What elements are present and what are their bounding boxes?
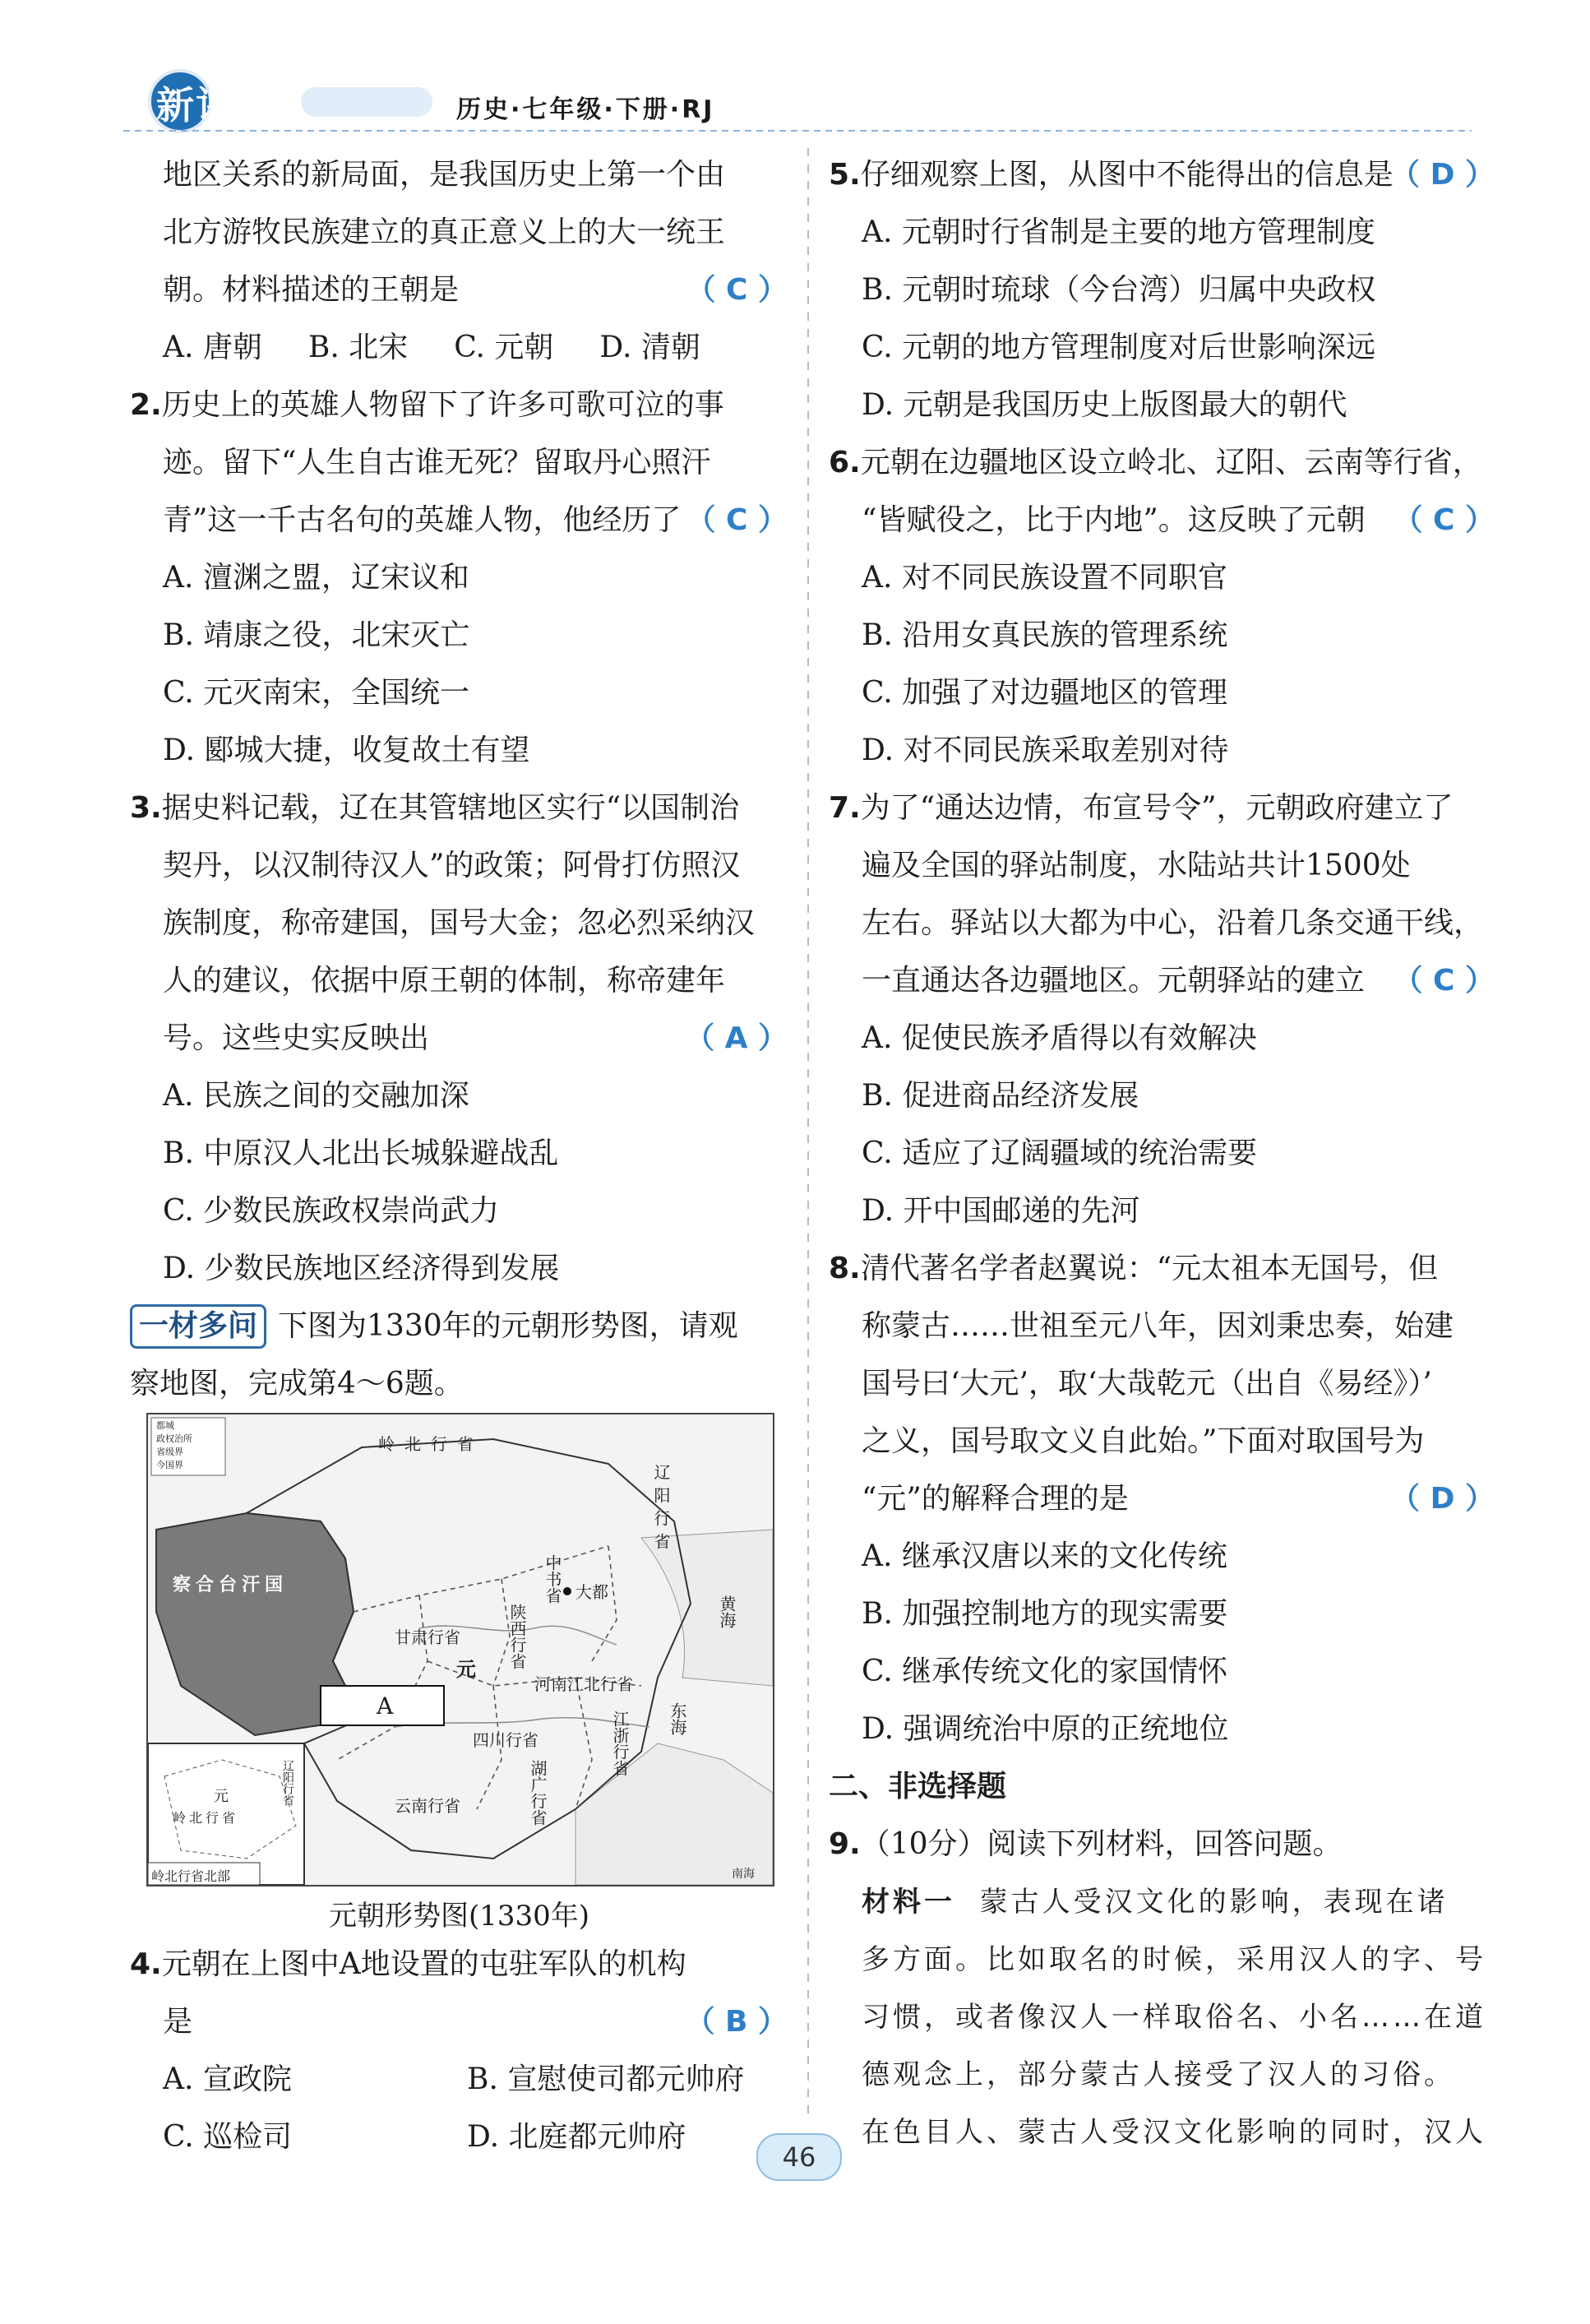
question-7 bbox=[829, 780, 1495, 1240]
question-line: 9.（10分）阅读下列材料，回答问题。 bbox=[829, 1827, 1343, 1861]
option-a: A. 继承汉唐以来的文化传统 bbox=[862, 1539, 1227, 1573]
question-line: “元”的解释合理的是 （ D ） bbox=[829, 1470, 1495, 1528]
question-number: 8. bbox=[829, 1252, 861, 1285]
map-box-a-label: A bbox=[377, 1692, 394, 1720]
question-line: 是 （ B ） bbox=[130, 1993, 788, 2051]
answer-mark: （ D ） bbox=[1390, 158, 1495, 192]
material-line: 材料一 蒙古人受汉文化的影响，表现在诸 bbox=[862, 1886, 1449, 1919]
map-label-east-sea: 东海 bbox=[668, 1702, 687, 1735]
answer-mark: （ D ） bbox=[1390, 1482, 1495, 1516]
question-line: 国号曰‘大元’，取‘大哉乾元（出自《易经》）’ bbox=[862, 1367, 1432, 1400]
question-number: 4. bbox=[130, 1947, 162, 1981]
option-c: C. 继承传统文化的家国情怀 bbox=[862, 1655, 1228, 1688]
map-label-lingbei: 岭北行省 bbox=[378, 1434, 483, 1454]
option-c: C. 少数民族政权崇尚武力 bbox=[163, 1194, 500, 1228]
map-label-yunnan: 云南行省 bbox=[395, 1796, 460, 1816]
option-d: D. 郾城大捷，收复故土有望 bbox=[163, 734, 530, 767]
option-c: C. 巡检司 bbox=[163, 2120, 293, 2154]
option-a: A. 宣政院 bbox=[163, 2062, 292, 2096]
question-line: 契丹，以汉制待汉人”的政策；阿骨打仿照汉 bbox=[163, 849, 741, 882]
question-3 bbox=[130, 780, 788, 1298]
yuan-dynasty-map bbox=[146, 1413, 774, 1887]
right-column bbox=[829, 146, 1495, 2161]
question-line: 6.元朝在边疆地区设立岭北、辽阳、云南等行省， bbox=[829, 446, 1482, 479]
option-b: B. 宣慰使司都元帅府 bbox=[467, 2062, 745, 2096]
page-number: 46 bbox=[756, 2133, 842, 2181]
option-d: D. 元朝是我国历史上版图最大的朝代 bbox=[862, 388, 1347, 422]
question-line: 号。这些史实反映出 （ A ） bbox=[130, 1010, 788, 1067]
inset-title: 岭北行省北部 bbox=[151, 1868, 231, 1884]
question-number: 5. bbox=[829, 158, 861, 192]
option-d: D. 北庭都元帅府 bbox=[467, 2120, 686, 2154]
question-line: 8.清代著名学者赵翼说：“元太祖本无国号，但 bbox=[829, 1252, 1439, 1285]
question-line: 称蒙古……世祖至元八年，因刘秉忠奏，始建 bbox=[862, 1309, 1454, 1343]
left-column bbox=[130, 146, 788, 1413]
question-number: 6. bbox=[829, 446, 861, 479]
option-d: D. 少数民族地区经济得到发展 bbox=[163, 1252, 560, 1285]
map-label-jiangzhe: 江浙行省 bbox=[610, 1711, 630, 1776]
option-d: D. 清朝 bbox=[599, 331, 700, 364]
map-label-liaoyang: 辽阳行省 bbox=[651, 1464, 671, 1556]
map-label-zhongshu: 中书省 bbox=[543, 1554, 562, 1604]
options-row bbox=[130, 2109, 788, 2166]
question-number: 2. bbox=[130, 388, 162, 422]
option-d: D. 开中国邮递的先河 bbox=[862, 1194, 1140, 1228]
option-b: B. 促进商品经济发展 bbox=[862, 1079, 1139, 1113]
material-line: 多方面。比如取名的时候，采用汉人的字、号 bbox=[862, 1943, 1486, 1976]
question-line: 3.据史料记载，辽在其管辖地区实行“以国制治 bbox=[130, 791, 740, 825]
map-label-south-sea: 南海 bbox=[732, 1868, 755, 1881]
map-label-gansu: 甘肃行省 bbox=[395, 1627, 460, 1647]
question-line: 朝。材料描述的王朝是 （ C ） bbox=[130, 262, 788, 319]
option-c: C. 加强了对边疆地区的管理 bbox=[862, 676, 1228, 710]
map-label-yellow-sea: 黄海 bbox=[717, 1595, 737, 1628]
question-line: 2.历史上的英雄人物留下了许多可歌可泣的事 bbox=[130, 388, 724, 422]
map-label-yuan: 元 bbox=[456, 1658, 476, 1681]
question-line: 族制度，称帝建国，国号大金；忽必烈采纳汉 bbox=[163, 906, 756, 940]
question-line: 左右。驿站以大都为中心，沿着几条交通干线， bbox=[862, 906, 1484, 940]
options-row bbox=[130, 319, 788, 377]
option-b: B. 元朝时琉球（今台湾）归属中央政权 bbox=[862, 273, 1376, 307]
question-8 bbox=[829, 1240, 1495, 1758]
map-label-shaanxi: 陕西行省 bbox=[507, 1604, 527, 1669]
map-caption: 元朝形势图(1330年) bbox=[329, 1900, 590, 1933]
option-a: A. 元朝时行省制是主要的地方管理制度 bbox=[862, 215, 1375, 249]
material-line: 在色目人、蒙古人受汉文化影响的同时，汉人 bbox=[862, 2116, 1486, 2149]
map-label-henan: 河南江北行省 bbox=[534, 1674, 633, 1694]
intro-line: 察地图，完成第4～6题。 bbox=[130, 1367, 464, 1400]
answer-mark: （ C ） bbox=[686, 273, 788, 307]
material-line: 习惯，或者像汉人一样取俗名、小名……在道 bbox=[862, 2001, 1486, 2034]
question-9 bbox=[829, 1816, 1495, 2161]
question-line: 北方游牧民族建立的真正意义上的大一统王 bbox=[163, 215, 726, 249]
question-line: “皆赋役之，比于内地”。这反映了元朝 （ C ） bbox=[829, 492, 1495, 549]
question-number: 9. bbox=[829, 1827, 861, 1861]
answer-mark: （ A ） bbox=[685, 1021, 788, 1055]
options-row bbox=[130, 2051, 788, 2109]
answer-mark: （ C ） bbox=[1393, 503, 1495, 537]
subject-title: 历史·七年级·下册·RJ bbox=[456, 95, 715, 124]
question-line: 一直通达各边疆地区。元朝驿站的建立 （ C ） bbox=[829, 952, 1495, 1010]
multi-question-tag: 一材多问 bbox=[130, 1304, 266, 1349]
question-6 bbox=[829, 434, 1495, 780]
option-b: B. 北宋 bbox=[307, 331, 409, 364]
answer-mark: （ C ） bbox=[686, 503, 788, 537]
option-d: D. 强调统治中原的正统地位 bbox=[862, 1712, 1229, 1746]
inset-label-yuan: 元 bbox=[214, 1788, 229, 1805]
option-b: B. 中原汉人北出长城躲避战乱 bbox=[163, 1137, 559, 1170]
map-label-dadu: 大都 bbox=[575, 1582, 608, 1602]
option-c: C. 元朝的地方管理制度对后世影响深远 bbox=[862, 331, 1376, 364]
question-line: 5.仔细观察上图，从图中不能得出的信息是 （ D ） bbox=[829, 146, 1495, 204]
option-c: C. 元灭南宋，全国统一 bbox=[163, 676, 470, 710]
question-line: 7.为了“通达边情，布宣号令”，元朝政府建立了 bbox=[829, 791, 1454, 825]
legend-item: 今国界 bbox=[156, 1460, 183, 1470]
option-a: A. 澶渊之盟，辽宋议和 bbox=[163, 561, 469, 595]
option-c: C. 适应了辽阔疆域的统治需要 bbox=[862, 1137, 1258, 1170]
section-heading: 二、非选择题 bbox=[829, 1770, 1007, 1803]
column-divider bbox=[807, 148, 809, 2113]
legend-item: 都城 bbox=[156, 1420, 174, 1431]
inset-label-liaoyang: 辽阳行省 bbox=[281, 1760, 294, 1806]
option-b: B. 靖康之役，北宋灭亡 bbox=[163, 618, 470, 652]
answer-mark: （ B ） bbox=[685, 2005, 788, 2039]
intro-line: 一材多问 下图为1330年的元朝形势图，请观 bbox=[130, 1298, 788, 1355]
material-line: 德观念上，部分蒙古人接受了汉人的习俗。 bbox=[862, 2058, 1455, 2091]
option-a: A. 对不同民族设置不同职官 bbox=[862, 561, 1227, 595]
map-label-khanate: 察合台汗国 bbox=[173, 1575, 289, 1595]
option-c: C. 元朝 bbox=[454, 331, 554, 364]
option-b: B. 沿用女真民族的管理系统 bbox=[862, 618, 1228, 652]
question-line: 4.元朝在上图中A地设置的屯驻军队的机构 bbox=[130, 1947, 686, 1981]
question-1 bbox=[130, 146, 788, 377]
question-5 bbox=[829, 146, 1495, 434]
legend-item: 政权治所 bbox=[156, 1433, 192, 1444]
option-a: A. 唐朝 bbox=[163, 331, 262, 364]
option-a: A. 民族之间的交融加深 bbox=[163, 1079, 469, 1113]
logo: 新课堂 bbox=[156, 83, 275, 127]
question-line: 迹。留下“人生自古谁无死？留取丹心照汗 bbox=[163, 446, 711, 479]
question-line: 地区关系的新局面，是我国历史上第一个由 bbox=[163, 158, 726, 192]
option-d: D. 对不同民族采取差别对待 bbox=[862, 734, 1229, 767]
question-2 bbox=[130, 377, 788, 780]
answer-mark: （ C ） bbox=[1393, 964, 1495, 998]
inset-label-lingbei: 岭北行省 bbox=[173, 1810, 239, 1826]
question-number: 3. bbox=[130, 791, 162, 825]
material-label: 材料一 bbox=[862, 1886, 955, 1919]
option-a: A. 促使民族矛盾得以有效解决 bbox=[862, 1021, 1257, 1055]
question-line: 人的建议，依据中原王朝的体制，称帝建年 bbox=[163, 964, 726, 998]
page-header bbox=[123, 69, 1472, 135]
question-number: 7. bbox=[829, 791, 861, 825]
option-b: B. 加强控制地方的现实需要 bbox=[862, 1597, 1228, 1631]
question-line: 之义，国号取文义自此始。”下面对取国号为 bbox=[862, 1424, 1425, 1458]
legend-item: 省级界 bbox=[156, 1447, 183, 1457]
map-label-sichuan: 四川行省 bbox=[473, 1730, 538, 1750]
header-rule bbox=[123, 130, 1472, 132]
multi-question-intro bbox=[130, 1298, 788, 1413]
map-label-huguang: 湖广行省 bbox=[528, 1760, 548, 1826]
map-legend bbox=[156, 1419, 192, 1472]
question-4 bbox=[130, 1936, 788, 2166]
question-line: 青”这一千古名句的英雄人物，他经历了 （ C ） bbox=[130, 492, 788, 549]
question-line: 遍及全国的驿站制度，水陆站共计1500处 bbox=[862, 849, 1411, 882]
